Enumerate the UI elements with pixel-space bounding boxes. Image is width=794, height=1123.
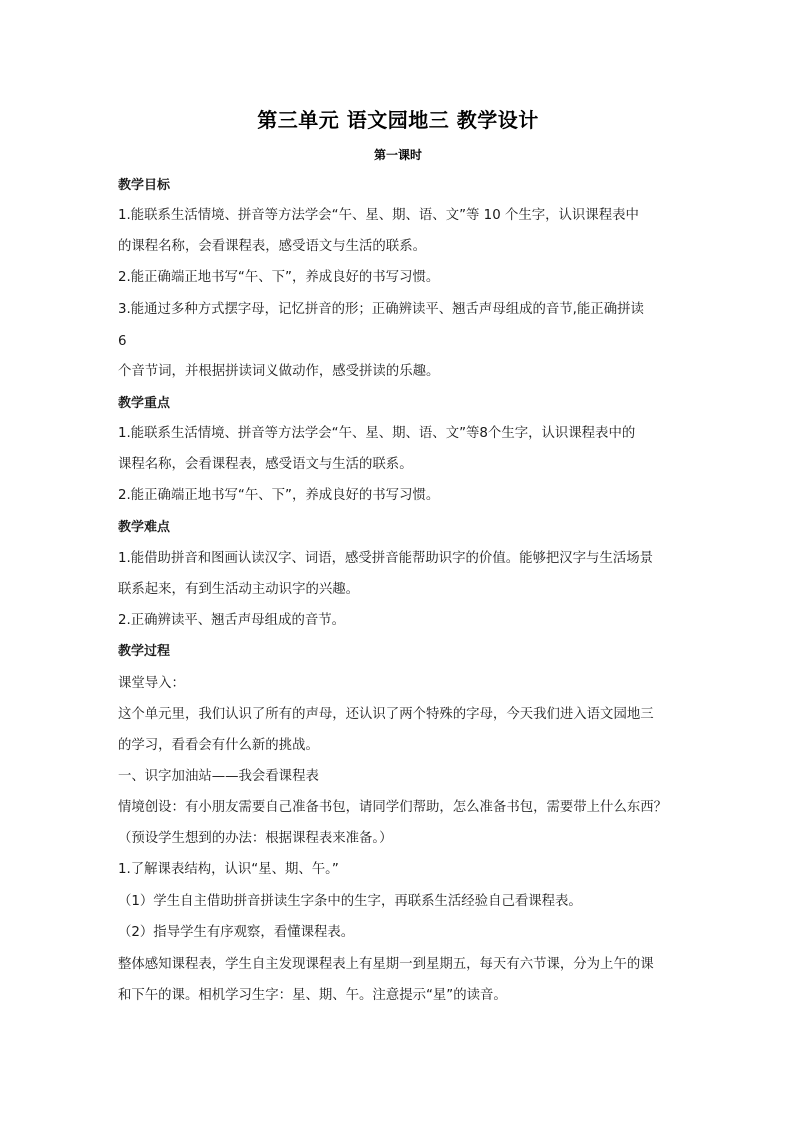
section-heading: 教学重点 (118, 396, 171, 411)
text-line: 2.能正确端正地书写“午、下”，养成良好的书写习惯。 (118, 270, 440, 285)
document-title: 第三单元 语文园地三 教学设计 (257, 108, 539, 132)
text-line: 3.能通过多种方式摆字母，记忆拼音的形；正确辨读平、翘舌声母组成的音节,能正确拼读 (118, 302, 644, 317)
text-line: 6 (118, 334, 127, 349)
text-line: 1.了解课表结构，认识“星、期、午。” (118, 862, 339, 877)
lesson-subtitle: 第一课时 (373, 148, 422, 162)
text-line: 课堂导入： (118, 676, 185, 691)
text-line: （1）学生自主借助拼音拼读生字条中的生字，再联系生活经验自己看课程表。 (118, 894, 582, 909)
text-line: 1.能借助拼音和图画认读汉字、词语，感受拼音能帮助识字的价值。能够把汉字与生活场景 (118, 551, 654, 566)
section-heading: 教学目标 (118, 178, 171, 193)
text-line: 这个单元里，我们认识了所有的声母，还认识了两个特殊的字母，今天我们进入语文园地三 (118, 707, 654, 722)
text-line: 2.能正确端正地书写“午、下”，养成良好的书写习惯。 (118, 488, 440, 503)
section-heading: 教学过程 (118, 644, 171, 659)
text-line: 的课程名称，会看课程表，感受语文与生活的联系。 (118, 239, 426, 254)
text-line: 2.正确辨读平、翘舌声母组成的音节。 (118, 613, 346, 628)
text-line: 整体感知课程表，学生自主发现课程表上有星期一到星期五，每天有六节课，分为上午的课 (118, 957, 654, 972)
text-line: 和下午的课。相机学习生字：星、期、午。注意提示“星”的读音。 (118, 988, 507, 1003)
text-line: （预设学生想到的办法：根据课程表来准备。） (118, 831, 393, 846)
text-line: （2）指导学生有序观察，看懂课程表。 (118, 925, 355, 940)
text-line: 一、识字加油站——我会看课程表 (118, 769, 319, 784)
text-line: 情境创设：有小朋友需要自己准备书包，请同学们帮助，怎么准备书包，需要带上什么东西？ (118, 800, 668, 815)
text-line: 个音节词，并根据拼读词义做动作，感受拼读的乐趣。 (118, 364, 440, 379)
text-line: 1.能联系生活情境、拼音等方法学会“午、星、期、语、文”等 10 个生字，认识课程表中 (118, 208, 639, 223)
section-heading: 教学难点 (118, 520, 171, 535)
text-line: 课程名称，会看课程表，感受语文与生活的联系。 (118, 457, 413, 472)
text-line: 1.能联系生活情境、拼音等方法学会“午、星、期、语、文”等8个生字，认识课程表中的 (118, 426, 636, 441)
text-line: 的学习，看看会有什么新的挑战。 (118, 738, 319, 753)
text-line: 联系起来，有到生活动主动识字的兴趣。 (118, 582, 360, 597)
